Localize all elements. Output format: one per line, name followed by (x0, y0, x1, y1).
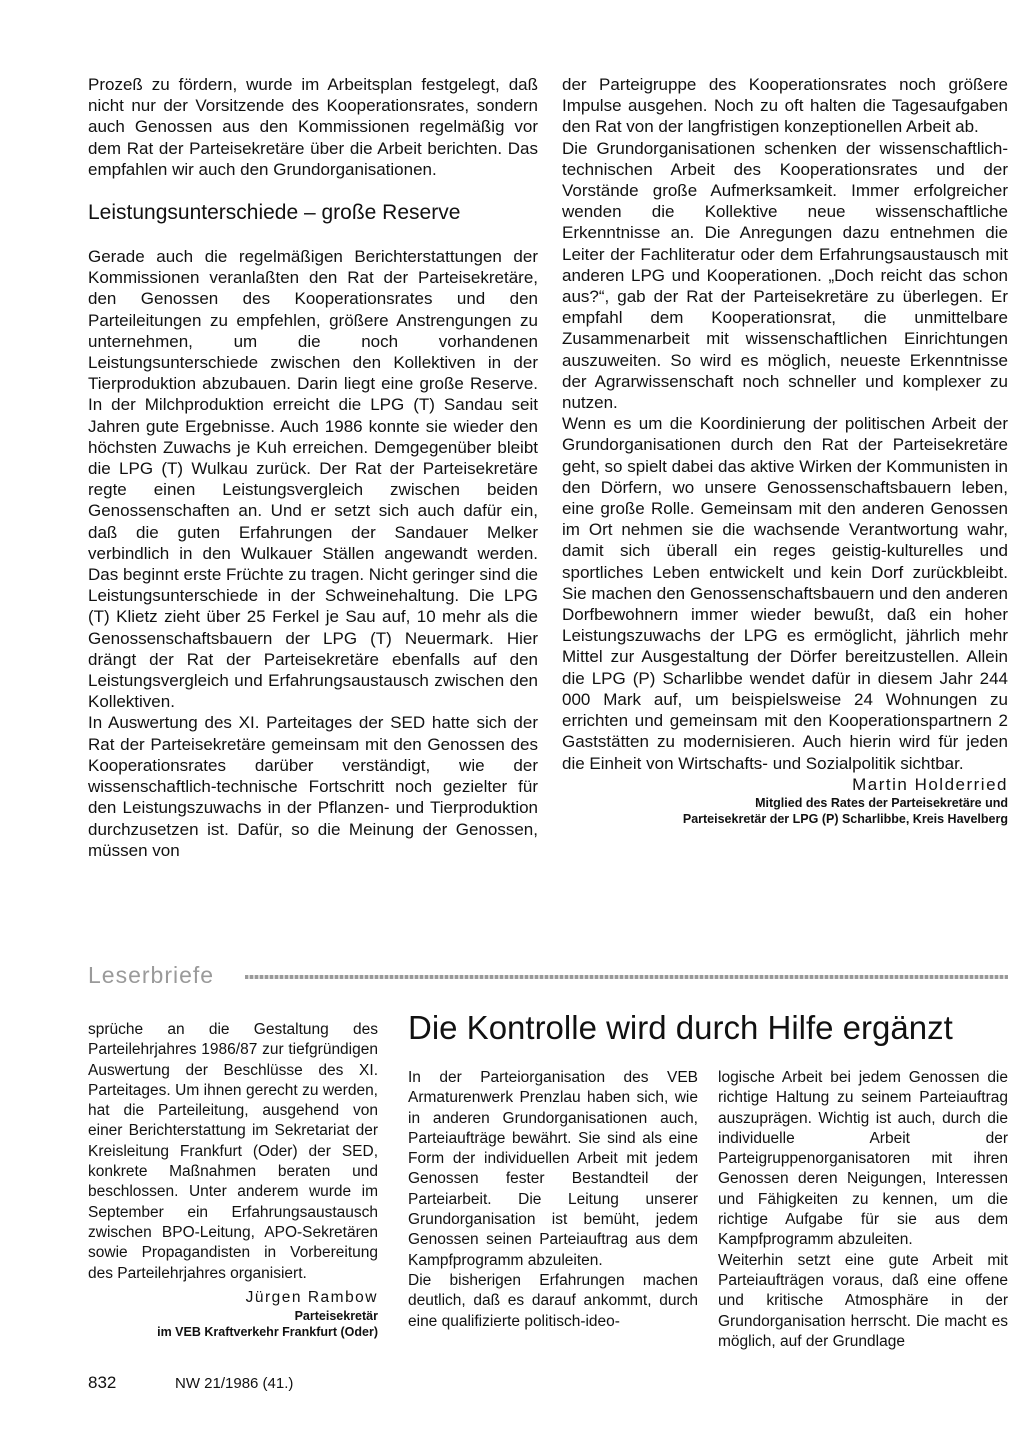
paragraph: In Auswertung des XI. Parteitages der SED hatte sich der Rat der Parteisekretäre gemeinsam mit den Genossen des Kooperationsrates darüber verständigt, wie der wissenschaftlich-technische Fortschritt noch gezielter für den Leistungszuwachs in der Pflanzen- und Tierproduktion durchzusetzen ist. Dafür, so die Meinung der Genossen, müssen von (88, 713, 538, 860)
paragraph: Wenn es um die Koordinierung der politischen Arbeit der Grundorganisationen durch den Rat der Parteisekretäre geht, so spielt dabei das aktive Wirken der Kommunisten in den Dörfern, wo unsere Genossenschaftsbauern leben, eine große Rolle. Gemeinsam mit den anderen Genossen im Ort nehmen sie die wachsende Verantwortung wahr, damit sich überall ein reges geistig-kulturelles und sportliches Leben entwickelt und kein Dorf zurückbleibt. Sie machen den Genossenschaftsbauern und den anderen Dorfbewohnern immer wieder bewußt, daß ein hoher Leistungszuwachs der LPG es ermöglicht, jährlich mehr Mittel zur Ausgestaltung der Dörfer bereitzustellen. Allein die LPG (P) Scharlibbe wendet dafür in diesem Jahr 244 000 Mark auf, um beispielsweise 24 Wohnungen zu errichten und gemeinsam mit den Kooperationspartnern 2 Gaststätten zu modernisieren. Auch hierin wird für jeden die Einheit von Wirtschafts- und Sozialpolitik sichtbar. (562, 414, 1009, 773)
paragraph: logische Arbeit bei jedem Genossen die richtige Haltung zu seinem Parteiauftrag auszuprägen. Wichtig ist auch, durch die individuelle Arbeit der Parteigruppenorganisatoren mit ihren Genossen deren Neigungen, Interessen und Fähigkeiten zu kennen, um die richtige Aufgabe für sie aus dem Kampfprogramm abzuleiten. (718, 1069, 1008, 1249)
paragraph: Gerade auch die regelmäßigen Berichterstattungen der Kommissionen veranlaßten den Rat der Parteisekretäre, den Genossen des Kooperationsrates und den Parteileitungen zu empfehlen, größere Anstrengungen zu unternehmen, um die noch vorhandenen Leistungsunterschiede zwischen den Kollektiven in der Tierproduktion abzubauen. Darin liegt eine große Reserve. In der Milchproduktion erreicht die LPG (T) Sandau seit Jahren gute Ergebnisse. Auch 1986 konnte sie wieder den höchsten Zuwachs je Kuh erreichen. Demgegenüber bleibt die LPG (T) Wulkau zurück. Der Rat der Parteisekretäre regte einen Leistungsvergleich zwischen beiden Genossenschaften an. Und er setzt sich auch dafür ein, daß die guten Erfahrungen der Sandauer Melker verbindlich in den Wulkauer Ställen angewandt werden. Das beginnt erste Früchte zu tragen. Nicht geringer sind die Leistungsunterschiede in der Schweinehaltung. Die LPG (T) Klietz zieht über 25 Ferkel je Sau auf, 10 mehr als die Genossenschaftsbauern der LPG (T) Neuermark. Hier drängt der Rat der Parteisekretäre ebenfalls auf den Leistungsvergleich und Erfahrungsaustausch zwischen den Kollektiven. (88, 247, 538, 712)
paragraph: sprüche an die Gestaltung des Parteilehrjahres 1986/87 zur tiefgründigen Auswertung der Beschlüsse des XI. Parteitages. Um ihnen gerecht zu werden, hat die Parteileitung, ausgehend von einer Berichterstattung im Sekretariat der Kreisleitung Frankfurt (Oder) der SED, konkrete Maßnahmen beraten und beschlossen. Unter anderem wurde im September ein Erfahrungsaustausch zwischen BPO-Leitung, APO-Sekretären sowie Propagandisten in Vorbereitung des Parteilehrjahres organisiert. (88, 1021, 378, 1282)
article-column-1 (88, 74, 538, 861)
article2-column-b (718, 1068, 1008, 1352)
section-divider (245, 975, 1008, 979)
article-column-2 (562, 74, 1008, 827)
author-role: Mitglied des Rates der Parteisekretäre und (755, 795, 1008, 810)
paragraph: Weiterhin setzt eine gute Arbeit mit Parteiaufträgen voraus, daß eine offene und kritische Atmosphäre in der Grundorganisation herrscht. Die macht es möglich, auf der Grundlage (718, 1251, 1008, 1350)
paragraph: der Parteigruppe des Kooperationsrates noch größere Impulse ausgehen. Noch zu oft halten die Tagesaufgaben den Rat von der langfristigen konzeptionellen Arbeit ab. (562, 75, 1008, 137)
author-name: Martin Holderried (852, 774, 1008, 794)
paragraph: In der Parteiorganisation des VEB Armaturenwerk Prenzlau haben sich, wie in anderen Grundorganisationen auch, Parteiaufträge bewährt. Sie sind als eine Form der individuellen Arbeit mit jedem Genossen fester Bestandteil der Parteiarbeit. Die Leitung unserer Grundorganisation ist bemüht, jedem Genossen seinen Parteiauftrag aus dem Kampfprogramm abzuleiten. (408, 1069, 698, 1269)
author-role: Parteisekretär der LPG (P) Scharlibbe, Kreis Havelberg (682, 811, 1008, 826)
article-headline: Die Kontrolle wird durch Hilfe ergänzt (408, 1009, 953, 1046)
paragraph: Die Grundorganisationen schenken der wissenschaftlich-technischen Arbeit des Kooperationsrates und der Vorstände große Aufmerksamkeit. Immer erfolgreicher wenden die Kollektive neue wissenschaftliche Erkenntnisse an. Die Anregungen dazu entnehmen die Leiter der Fachliteratur oder dem Erfahrungsaustausch mit anderen LPG und Kooperationen. „Doch reicht das schon aus?“, gab der Rat der Parteisekretäre zu überlegen. Er empfahl dem Kooperationsrat, die unmittelbare Zusammenarbeit mit wissenschaftlichen Einrichtungen auszuweiten. So wird es möglich, neueste Erkenntnisse der Agrarwissenschaft noch schneller und komplexer zu nutzen. (562, 138, 1008, 413)
author-name: Jürgen Rambow (245, 1288, 378, 1306)
author-role: im VEB Kraftverkehr Frankfurt (Oder) (157, 1325, 378, 1340)
paragraph: Die bisherigen Erfahrungen machen deutlich, daß es darauf ankommt, durch eine qualifizierte politisch-ideo- (408, 1271, 698, 1330)
section-label: Leserbriefe (88, 962, 215, 988)
letter-column (88, 1020, 378, 1340)
subheading: Leistungsunterschiede – große Reserve (88, 201, 461, 225)
paragraph: Prozeß zu fördern, wurde im Arbeitsplan festgelegt, daß nicht nur der Vorsitzende des Kooperationsrates, sondern auch Genossen aus den Kommissionen regelmäßig vor dem Rat der Parteisekretäre über die Arbeit berichten. Das empfahlen wir auch den Grundorganisationen. (88, 75, 538, 179)
article2-column-a (408, 1068, 698, 1332)
issue-reference: NW 21/1986 (41.) (175, 1375, 294, 1392)
page-number: 832 (88, 1373, 117, 1392)
author-role: Parteisekretär (294, 1309, 378, 1324)
